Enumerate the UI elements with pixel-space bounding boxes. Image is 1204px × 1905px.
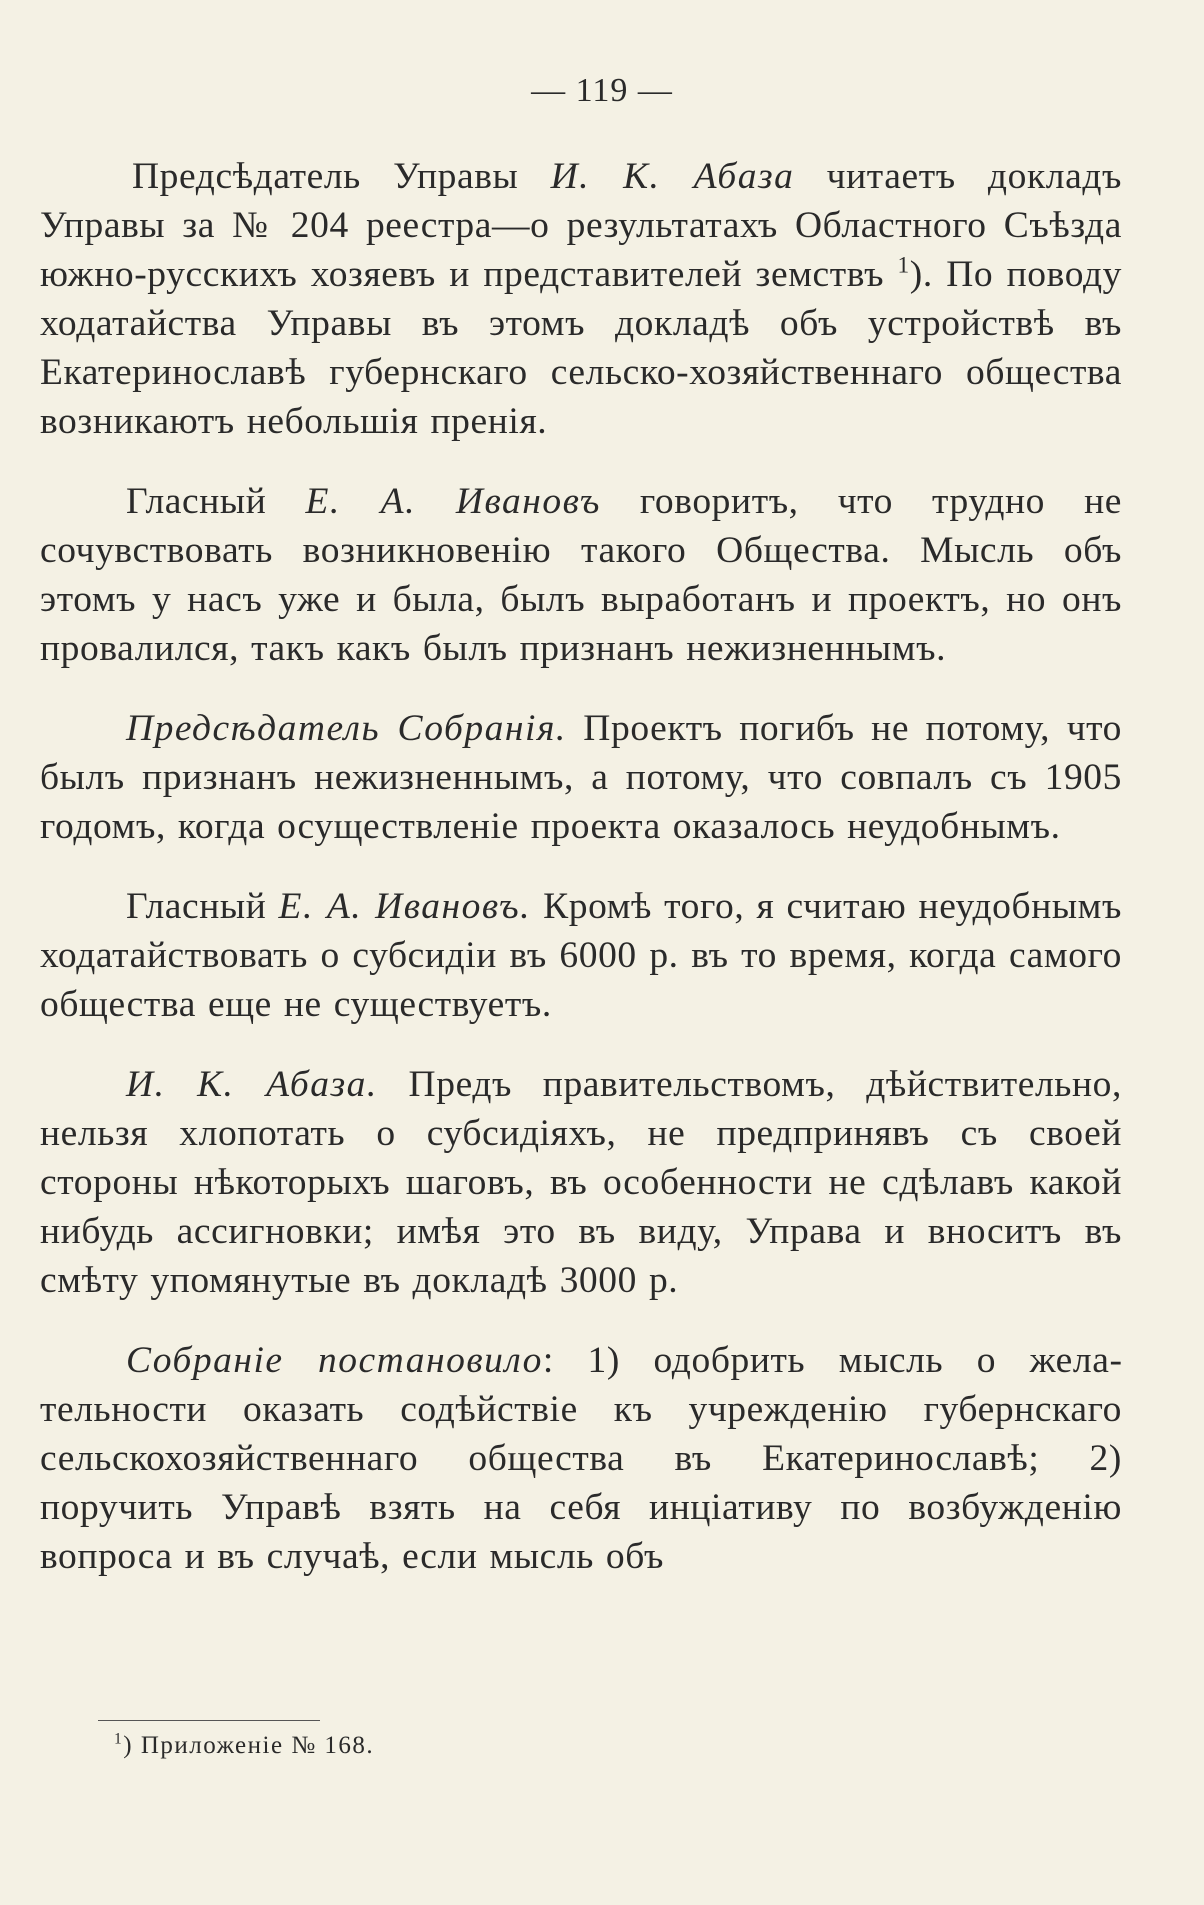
speaker-name: Е. А. Ивановъ. (278, 886, 531, 927)
body-text (40, 152, 1122, 1612)
footnote (114, 1732, 374, 1760)
paragraph-text: ). По поводу ходатайства Управы въ этомъ докладѣ объ устройствѣ въ Екатеринославѣ губернскаго сельско-хозяйственнаго общества возникаютъ небольшія пренія. (40, 254, 1122, 442)
paragraph-text: читаетъ докладъ Управы за № 204 реестра—о результатахъ Областного Съѣзда южно-русскихъ хозяевъ и представителей земствъ (40, 156, 1122, 295)
paragraph-text: Предсѣдатель Управы (132, 156, 551, 197)
paragraph-text: Кромѣ того, я считаю неудобнымъ ходатайствовать о субсидіи въ 6000 р. въ то время, когда самого общества еще не существуетъ. (40, 886, 1122, 1025)
paragraph-text: Проектъ погибъ не потому, что былъ признанъ нежизненнымъ, а потому, что совпалъ съ 1905 годомъ, когда осуществленіе проекта оказалось неудобнымъ. (40, 708, 1122, 847)
speaker-name: Собраніе постановило (126, 1340, 543, 1381)
speaker-name: И. К. Абаза. (126, 1064, 378, 1105)
speaker-name: Е. А. Ивановъ (305, 481, 601, 522)
paragraph-text: : 1) одобрить мысль о желательности оказать содѣйствіе къ учрежденію губернскаго сельскохозяйственнаго общества въ Екатеринославѣ; 2) поручить Управѣ взять на себя инціативу по возбужденію вопроса и въ случаѣ, если мысль объ (40, 1340, 1122, 1577)
speaker-name: Предсѣдатель Собранія. (126, 708, 567, 749)
footnote-text: ) Приложеніе № 168. (123, 1732, 375, 1759)
paragraph-text: Гласный (126, 886, 279, 927)
footnote-marker: 1 (114, 1730, 124, 1748)
paragraph (40, 1060, 1122, 1305)
paragraph (40, 704, 1122, 851)
footnote-divider (98, 1720, 320, 1721)
paragraph-text: Предъ правительствомъ, дѣйствительно, нельзя хлопотать о субсидіяхъ, не предпринявъ съ своей стороны нѣкоторыхъ шаговъ, въ особенности не сдѣлавъ какой нибудь ассигновки; имѣя это въ виду, Управа и вноситъ въ смѣту упомянутые въ докладѣ 3000 р. (40, 1064, 1122, 1301)
footnote-reference: 1 (897, 252, 910, 279)
paragraph (40, 477, 1122, 673)
paragraph (40, 1336, 1122, 1581)
speaker-name: И. К. Абаза (550, 156, 795, 197)
paragraph-text: говоритъ, что трудно не сочувствовать возникновенію такого Общества. Мысль объ этомъ у насъ уже и была, былъ выработанъ и проектъ, но онъ провалился, такъ какъ былъ признанъ нежизненнымъ. (40, 481, 1122, 669)
paragraph-text: Гласный (126, 481, 306, 522)
paragraph (40, 152, 1122, 446)
page-number: — 119 — (531, 72, 673, 109)
paragraph (40, 882, 1122, 1029)
